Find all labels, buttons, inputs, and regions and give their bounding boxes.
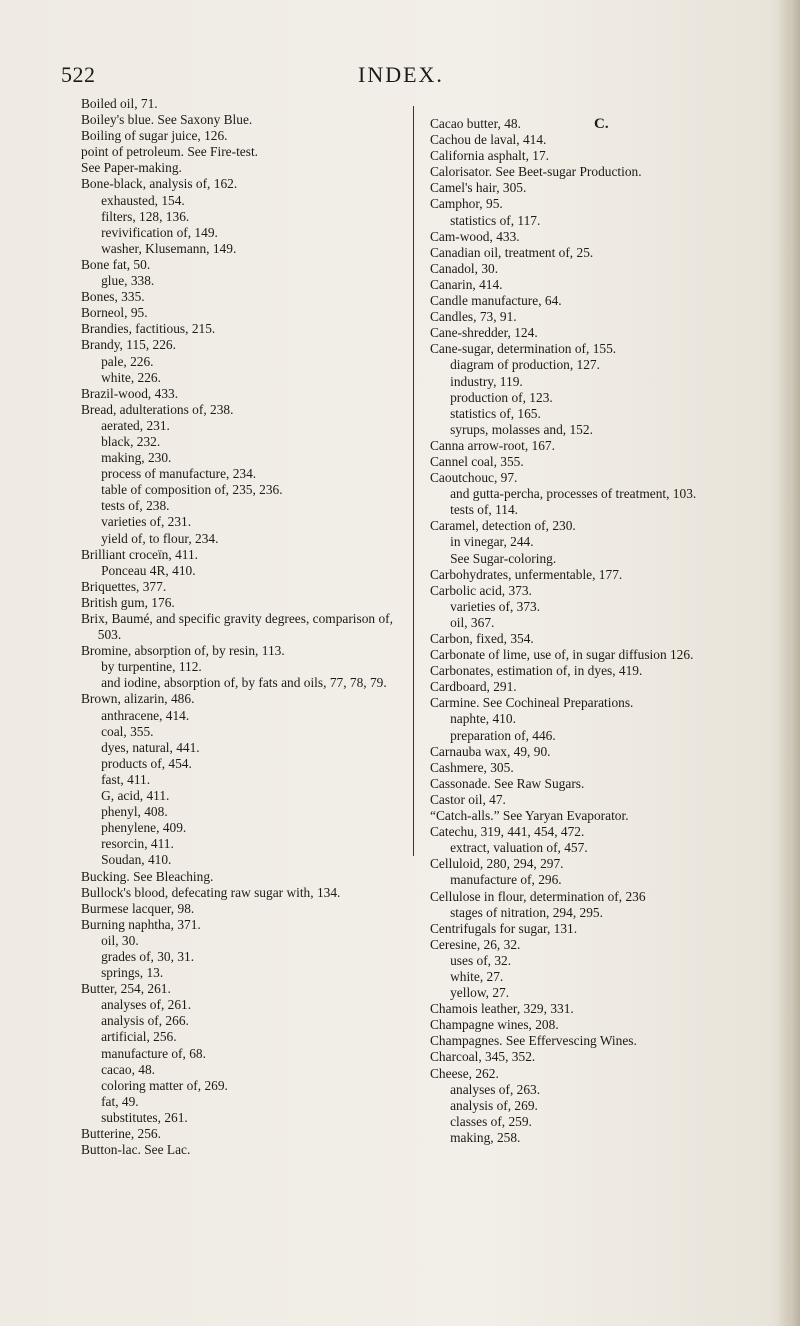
index-subentry: uses of, 32. — [450, 952, 512, 968]
index-entry: Cheese, 262. — [430, 1065, 499, 1081]
index-subentry: aerated, 231. — [101, 417, 170, 433]
index-entry: Cashmere, 305. — [430, 759, 514, 775]
index-subentry: varieties of, 373. — [450, 598, 541, 614]
index-entry: “Catch-alls.” See Yaryan Evaporator. — [430, 808, 629, 824]
index-subentry: Ponceau 4R, 410. — [101, 562, 196, 578]
index-entry: Brix, Baumé, and specific gravity degrees, comparison of, 503. — [81, 611, 393, 643]
index-entry: Charcoal, 345, 352. — [430, 1049, 536, 1065]
index-subentry: in vinegar, 244. — [450, 534, 534, 550]
index-subentry: production of, 123. — [450, 389, 553, 405]
index-subentry: syrups, molasses and, 152. — [450, 421, 593, 437]
index-subentry: and iodine, absorption of, by fats and oils, 77, 78, 79. — [101, 675, 387, 691]
index-subentry: statistics of, 165. — [450, 405, 541, 421]
index-subentry: anthracene, 414. — [101, 707, 190, 723]
index-subentry: tests of, 114. — [450, 502, 519, 518]
index-subentry: dyes, natural, 441. — [101, 739, 200, 755]
index-subentry: coloring matter of, 269. — [101, 1077, 228, 1093]
index-subentry: table of composition of, 235, 236. — [101, 482, 283, 498]
index-subentry: revivification of, 149. — [101, 224, 218, 240]
index-subentry: making, 230. — [101, 450, 172, 466]
index-subentry: preparation of, 446. — [450, 727, 556, 743]
index-entry: Brilliant croceïn, 411. — [81, 546, 199, 562]
index-entry: Caoutchouc, 97. — [430, 470, 518, 486]
index-entry: Cane-shredder, 124. — [430, 325, 538, 341]
index-entry: Castor oil, 47. — [430, 791, 506, 807]
index-entry: point of petroleum. See Fire-test. — [81, 144, 259, 160]
index-entry: Burmese lacquer, 98. — [81, 900, 195, 916]
index-entry: Carnauba wax, 49, 90. — [430, 743, 551, 759]
index-entry: Cardboard, 291. — [430, 679, 517, 695]
index-entry: Canadian oil, treatment of, 25. — [430, 244, 594, 260]
index-subentry: analyses of, 263. — [450, 1081, 541, 1097]
index-entry: Camel's hair, 305. — [430, 180, 527, 196]
index-subentry: by turpentine, 112. — [101, 659, 202, 675]
index-entry: Cassonade. See Raw Sugars. — [430, 775, 585, 791]
index-subentry: manufacture of, 296. — [450, 872, 562, 888]
page-edge-shadow — [778, 0, 800, 1326]
index-subentry: process of manufacture, 234. — [101, 466, 257, 482]
index-entry: Briquettes, 377. — [81, 578, 167, 594]
index-entry: Camphor, 95. — [430, 196, 503, 212]
index-entry: Candles, 73, 91. — [430, 309, 517, 325]
index-entry: Butter, 254, 261. — [81, 981, 171, 997]
index-subentry: diagram of production, 127. — [450, 357, 600, 373]
index-entry: Bone fat, 50. — [81, 256, 151, 272]
index-entry: Boiley's blue. See Saxony Blue. — [81, 112, 253, 128]
index-entry: Canna arrow-root, 167. — [430, 437, 555, 453]
index-subentry: yellow, 27. — [450, 985, 510, 1001]
index-entry: Button-lac. See Lac. — [81, 1142, 191, 1158]
index-entry: Bucking. See Bleaching. — [81, 868, 214, 884]
index-subentry: stages of nitration, 294, 295. — [450, 904, 603, 920]
index-subentry: analyses of, 261. — [101, 997, 192, 1013]
index-entry: Brown, alizarin, 486. — [81, 691, 195, 707]
index-entry: Ceresine, 26, 32. — [430, 936, 521, 952]
index-entry: Brazil-wood, 433. — [81, 385, 179, 401]
index-entry: Borneol, 95. — [81, 305, 148, 321]
index-entry: Chamois leather, 329, 331. — [430, 1001, 574, 1017]
index-entry: Cane-sugar, determination of, 155. — [430, 341, 617, 357]
index-subentry: oil, 30. — [101, 932, 139, 948]
index-entry: Burning naphtha, 371. — [81, 916, 201, 932]
index-subentry: industry, 119. — [450, 373, 523, 389]
index-subentry: substitutes, 261. — [101, 1109, 188, 1125]
column-divider — [413, 106, 414, 856]
index-subentry: white, 226. — [101, 369, 161, 385]
index-subentry: springs, 13. — [101, 965, 164, 981]
index-column-right — [430, 116, 770, 1146]
section-letter: C. — [594, 116, 609, 132]
index-subentry: fat, 49. — [101, 1093, 139, 1109]
index-entry: Cam-wood, 433. — [430, 228, 520, 244]
index-subentry: varieties of, 231. — [101, 514, 192, 530]
index-entry: Candle manufacture, 64. — [430, 293, 562, 309]
index-entry: Cacao butter, 48. — [430, 116, 521, 131]
index-subentry: phenylene, 409. — [101, 820, 187, 836]
index-subentry: washer, Klusemann, 149. — [101, 240, 237, 256]
index-entry: Canadol, 30. — [430, 260, 499, 276]
index-entry: Brandy, 115, 226. — [81, 337, 176, 353]
index-entry: Carbonates, estimation of, in dyes, 419. — [430, 663, 643, 679]
index-subentry: analysis of, 269. — [450, 1097, 538, 1113]
index-subentry: See Sugar-coloring. — [450, 550, 557, 566]
index-entry: Cachou de laval, 414. — [430, 132, 547, 148]
index-subentry: pale, 226. — [101, 353, 154, 369]
index-subentry: Soudan, 410. — [101, 852, 172, 868]
index-entry: Carbonate of lime, use of, in sugar diffusion 126. — [430, 647, 694, 663]
index-entry: Cannel coal, 355. — [430, 453, 524, 469]
index-entry: Canarin, 414. — [430, 276, 503, 292]
index-subentry: analysis of, 266. — [101, 1013, 189, 1029]
index-entry: Bromine, absorption of, by resin, 113. — [81, 643, 285, 659]
index-entry: California asphalt, 17. — [430, 148, 549, 164]
index-entry: Champagne wines, 208. — [430, 1017, 559, 1033]
index-entry: Carbohydrates, unfermentable, 177. — [430, 566, 623, 582]
index-entry: Butterine, 256. — [81, 1126, 161, 1141]
index-subentry: and gutta-percha, processes of treatment, 103. — [450, 486, 697, 502]
index-subentry: classes of, 259. — [450, 1113, 532, 1129]
index-entry: Celluloid, 280, 294, 297. — [430, 856, 564, 872]
index-subentry: products of, 454. — [101, 755, 192, 771]
index-subentry: making, 258. — [450, 1129, 521, 1145]
index-subentry: cacao, 48. — [101, 1061, 155, 1077]
index-subentry: fast, 411. — [101, 771, 151, 787]
index-subentry: oil, 367. — [450, 614, 495, 630]
index-subentry: manufacture of, 68. — [101, 1045, 206, 1061]
index-entry: Carbon, fixed, 354. — [430, 631, 534, 646]
page-number: 522 — [61, 62, 96, 87]
index-subentry: white, 27. — [450, 968, 504, 984]
index-entry: Catechu, 319, 441, 454, 472. — [430, 824, 585, 840]
index-entry: Bread, adulterations of, 238. — [81, 401, 234, 417]
index-entry: Centrifugals for sugar, 131. — [430, 920, 578, 936]
index-entry: Bones, 335. — [81, 289, 145, 305]
index-entry: Champagnes. See Effervescing Wines. — [430, 1033, 637, 1049]
index-entry: Bullock's blood, defecating raw sugar with, 134. — [81, 884, 341, 900]
index-subentry: grades of, 30, 31. — [101, 948, 195, 964]
index-subentry: resorcin, 411. — [101, 836, 174, 852]
index-entry: Boiled oil, 71. — [81, 96, 158, 111]
running-head: INDEX. — [358, 62, 444, 87]
index-entry: Calorisator. See Beet-sugar Production. — [430, 164, 642, 180]
index-entry: Cellulose in flour, determination of, 236 — [430, 888, 646, 904]
index-subentry: exhausted, 154. — [101, 192, 185, 208]
index-entry: Bone-black, analysis of, 162. — [81, 176, 238, 192]
index-subentry: filters, 128, 136. — [101, 208, 190, 224]
index-entry: Carbolic acid, 373. — [430, 582, 532, 598]
index-subentry: phenyl, 408. — [101, 804, 168, 820]
index-subentry: extract, valuation of, 457. — [450, 840, 588, 856]
index-subentry: glue, 338. — [101, 273, 155, 289]
index-subentry: artificial, 256. — [101, 1029, 177, 1045]
index-subentry: coal, 355. — [101, 723, 154, 739]
index-entry: British gum, 176. — [81, 594, 175, 610]
index-entry: Caramel, detection of, 230. — [430, 518, 576, 534]
index-entry: Brandies, factitious, 215. — [81, 321, 216, 337]
index-entry: Boiling of sugar juice, 126. — [81, 128, 228, 144]
index-subentry: G, acid, 411. — [101, 788, 170, 804]
index-subentry: naphte, 410. — [450, 711, 516, 727]
index-entry: See Paper-making. — [81, 160, 182, 176]
index-subentry: black, 232. — [101, 433, 161, 449]
index-subentry: statistics of, 117. — [450, 212, 541, 228]
index-subentry: tests of, 238. — [101, 498, 170, 514]
index-entry: Carmine. See Cochineal Preparations. — [430, 695, 634, 711]
index-column-left — [81, 96, 401, 1158]
index-subentry: yield of, to flour, 234. — [101, 530, 219, 546]
